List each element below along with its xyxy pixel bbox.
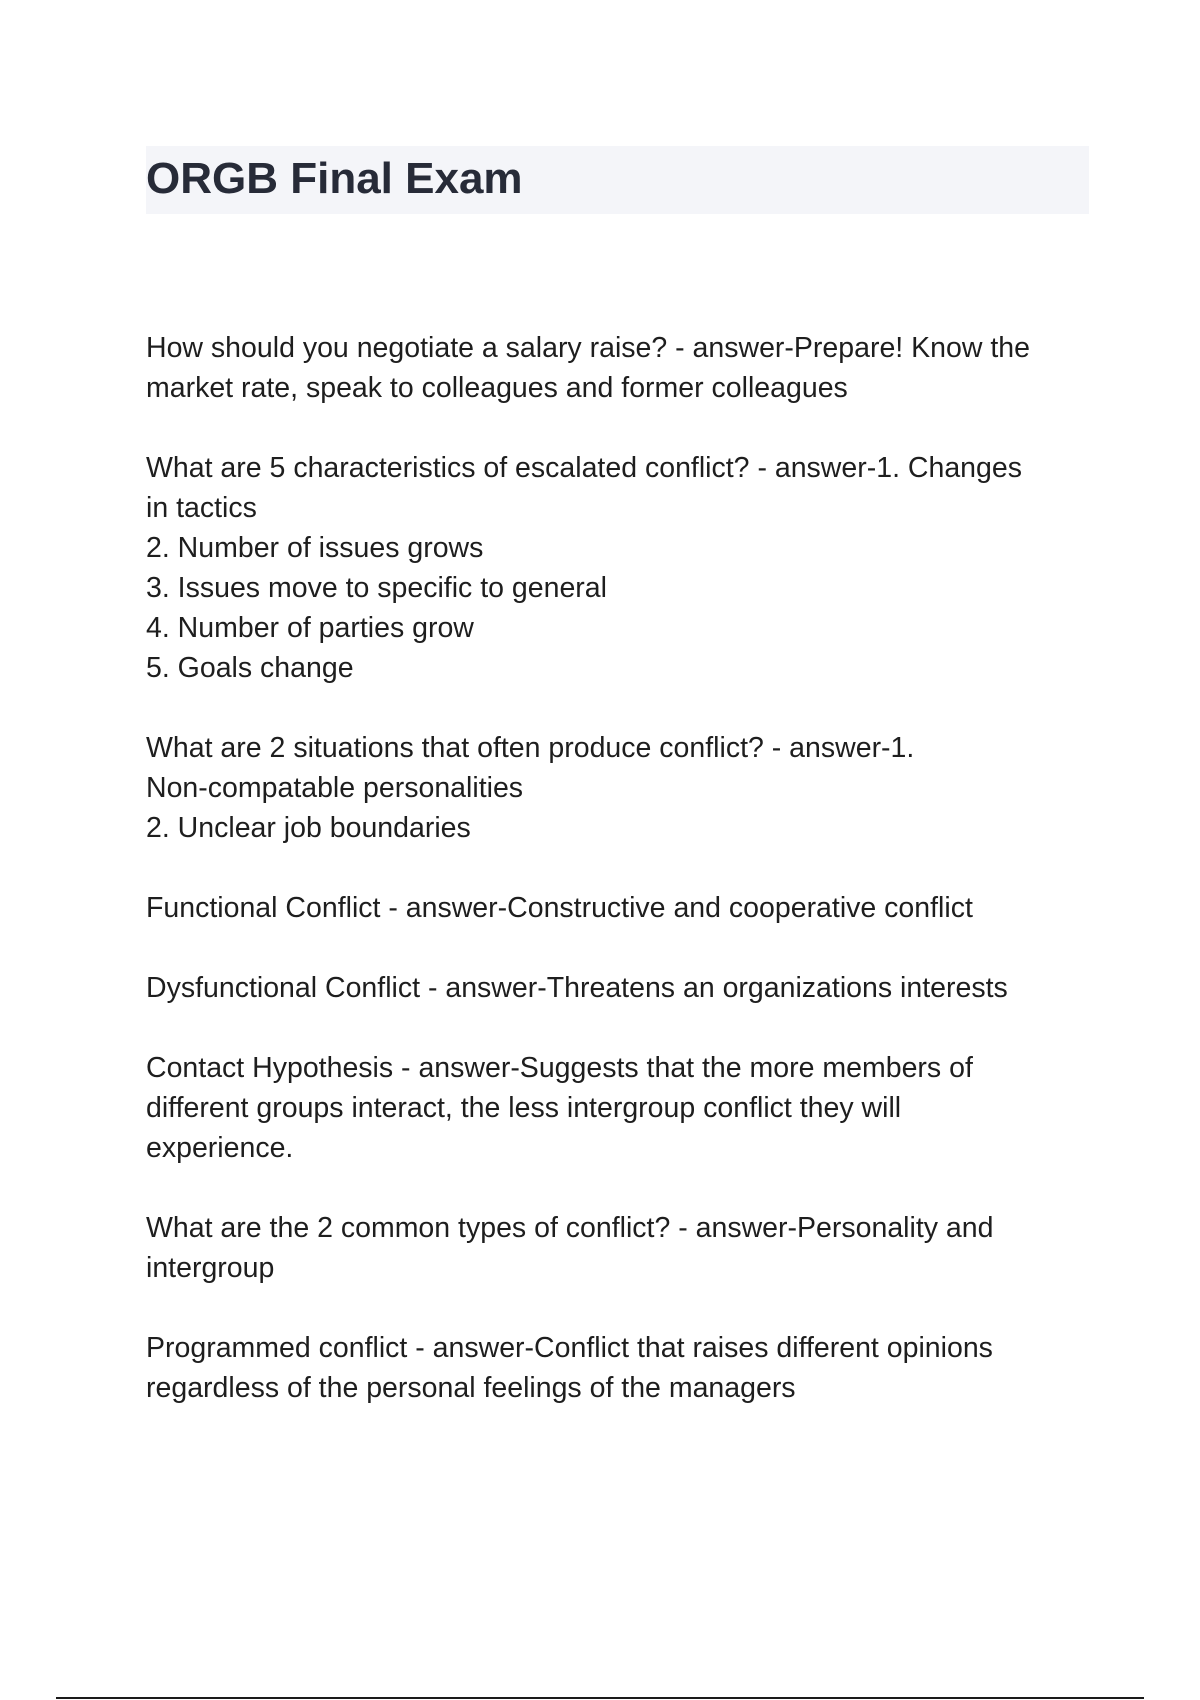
qa-line: What are 2 situations that often produce conflict? - answer-1. bbox=[146, 732, 915, 764]
qa-line: different groups interact, the less intergroup conflict they will bbox=[146, 1092, 902, 1124]
qa-line: 4. Number of parties grow bbox=[146, 612, 474, 644]
page-title: ORGB Final Exam bbox=[146, 154, 523, 203]
qa-list bbox=[146, 328, 1096, 1448]
qa-entry bbox=[146, 1048, 1096, 1168]
footer-divider bbox=[56, 1697, 1144, 1699]
qa-line: What are the 2 common types of conflict? - answer-Personality and bbox=[146, 1212, 994, 1244]
qa-line: 2. Unclear job boundaries bbox=[146, 812, 471, 844]
qa-entry bbox=[146, 1328, 1096, 1408]
qa-line: 3. Issues move to specific to general bbox=[146, 572, 607, 604]
qa-line: Programmed conflict - answer-Conflict that raises different opinions bbox=[146, 1332, 993, 1364]
qa-line: Dysfunctional Conflict - answer-Threatens an organizations interests bbox=[146, 972, 1008, 1004]
qa-entry bbox=[146, 968, 1096, 1008]
qa-line: Contact Hypothesis - answer-Suggests that the more members of bbox=[146, 1052, 973, 1084]
qa-entry bbox=[146, 728, 1096, 848]
qa-line: experience. bbox=[146, 1132, 294, 1164]
qa-line: 2. Number of issues grows bbox=[146, 532, 484, 564]
qa-line: intergroup bbox=[146, 1252, 275, 1284]
qa-line: What are 5 characteristics of escalated conflict? - answer-1. Changes bbox=[146, 452, 1022, 484]
qa-entry bbox=[146, 328, 1096, 408]
qa-line: market rate, speak to colleagues and former colleagues bbox=[146, 372, 848, 404]
qa-line: How should you negotiate a salary raise? - answer-Prepare! Know the bbox=[146, 332, 1030, 364]
qa-line: Functional Conflict - answer-Constructive and cooperative conflict bbox=[146, 892, 973, 924]
qa-entry bbox=[146, 448, 1096, 688]
qa-line: 5. Goals change bbox=[146, 652, 354, 684]
qa-line: regardless of the personal feelings of the managers bbox=[146, 1372, 796, 1404]
qa-line: Non-compatable personalities bbox=[146, 772, 524, 804]
title-banner bbox=[146, 146, 1089, 214]
qa-entry bbox=[146, 1208, 1096, 1288]
qa-line: in tactics bbox=[146, 492, 257, 524]
qa-entry bbox=[146, 888, 1096, 928]
